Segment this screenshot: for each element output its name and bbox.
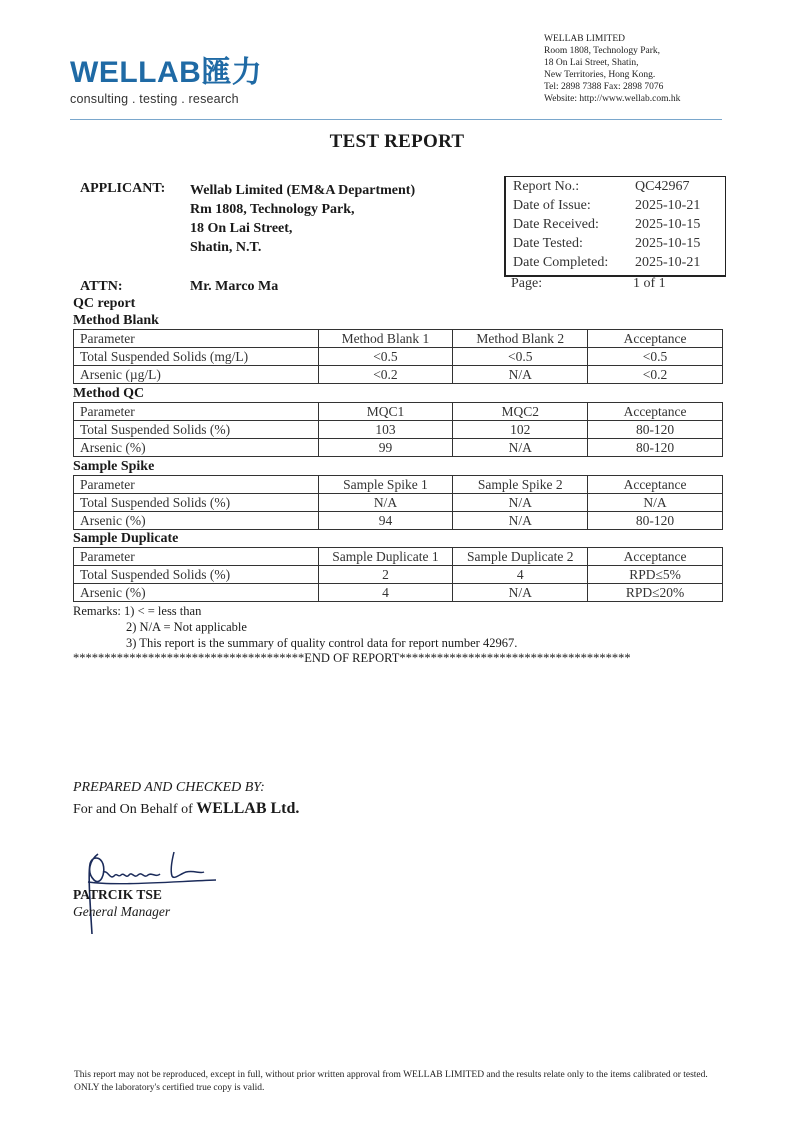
table-header-row: Parameter Sample Spike 1 Sample Spike 2 Acceptance	[74, 476, 723, 494]
section-method-qc	[73, 386, 723, 457]
applicant-address: Wellab Limited (EM&A Department) Rm 1808, Technology Park, 18 On Lai Street, Shatin, N.T.	[190, 183, 416, 255]
table-row: Total Suspended Solids (%) N/A N/A N/A	[74, 494, 723, 512]
on-behalf-line: For and On Behalf of WELLAB Ltd.	[73, 800, 300, 817]
prepared-by-label: PREPARED AND CHECKED BY:	[73, 780, 265, 795]
qc-table	[73, 402, 723, 457]
section-sample-duplicate	[73, 531, 723, 602]
company-address: WELLAB LIMITED Room 1808, Technology Park, 18 On Lai Street, Shatin, New Territories, Hong Kong. Tel: 2898 7388 Fax: 2898 7076 Website: http://www.wellab.com.hk	[544, 34, 681, 104]
qc-table	[73, 547, 723, 602]
table-row: Total Suspended Solids (mg/L) <0.5 <0.5 <0.5	[74, 348, 723, 366]
table-row: Total Suspended Solids (%) 2 4 RPD≤5%	[74, 566, 723, 584]
report-info-box: Report No.: QC42967 Date of Issue: 2025-10-21 Date Received: 2025-10-15 Date Tested: 2025-10-15 Date Completed: 2025-10-21	[504, 176, 726, 277]
remark-1: Remarks: 1) < = less than	[73, 604, 202, 618]
header-divider	[70, 119, 722, 120]
table-row: Arsenic (%) 4 N/A RPD≤20%	[74, 584, 723, 602]
section-method-blank	[73, 313, 723, 384]
logo-text: WELLAB	[70, 56, 202, 89]
logo-tagline: consulting . testing . research	[70, 92, 239, 106]
signatory-name: PATRCIK TSE	[73, 887, 162, 902]
section-title: Sample Duplicate	[73, 531, 179, 546]
table-row: Arsenic (%) 99 N/A 80-120	[74, 439, 723, 457]
page-title: TEST REPORT	[329, 131, 465, 152]
section-title: Method QC	[73, 386, 145, 401]
qc-table	[73, 329, 723, 384]
applicant-label: APPLICANT:	[80, 181, 166, 196]
logo-cn-text: 匯力	[201, 55, 263, 90]
table-header-row: Parameter Method Blank 1 Method Blank 2 Acceptance	[74, 330, 723, 348]
table-row: Total Suspended Solids (%) 103 102 80-120	[74, 421, 723, 439]
signatory-title: General Manager	[73, 904, 171, 919]
section-title: Sample Spike	[73, 459, 155, 474]
table-header-row: Parameter MQC1 MQC2 Acceptance	[74, 403, 723, 421]
table-row: Arsenic (µg/L) <0.2 N/A <0.2	[74, 366, 723, 384]
remark-2: 2) N/A = Not applicable	[126, 620, 247, 634]
end-of-report: *************************************END OF REPORT*************************************	[73, 651, 631, 665]
remark-3: 3) This report is the summary of quality control data for report number 42967.	[126, 636, 518, 650]
attn-label: ATTN:	[80, 279, 123, 294]
qc-table	[73, 475, 723, 530]
table-row: Arsenic (%) 94 N/A 80-120	[74, 512, 723, 530]
qc-report-title: QC report	[73, 296, 136, 311]
footer-disclaimer: This report may not be reproduced, except in full, without prior written approval from WELLAB LIMITED and the results relate only to the items calibrated or tested. ONLY the laboratory's certified true copy is valid.	[74, 1070, 708, 1093]
section-sample-spike	[73, 459, 723, 530]
attn-name: Mr. Marco Ma	[190, 279, 279, 294]
section-title: Method Blank	[73, 313, 159, 328]
table-header-row: Parameter Sample Duplicate 1 Sample Duplicate 2 Acceptance	[74, 548, 723, 566]
remarks	[73, 603, 517, 651]
company-logo	[70, 55, 263, 106]
